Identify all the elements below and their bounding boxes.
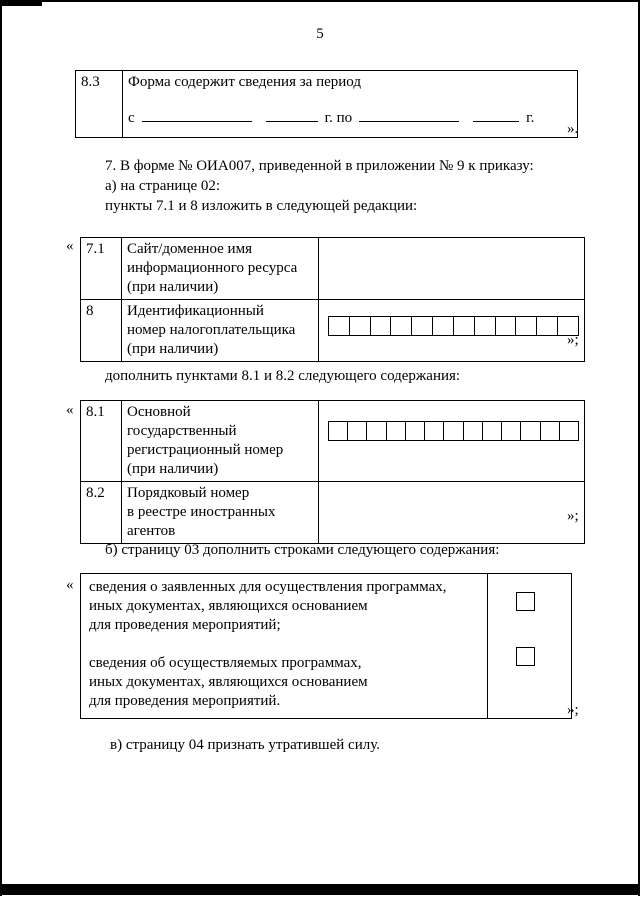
empty-value-cell: [319, 238, 585, 300]
digit-boxes: [328, 421, 579, 441]
cell-line: (при наличии): [127, 279, 219, 295]
cell-line: сведения о заявленных для осуществления программах,: [89, 579, 447, 595]
opening-quote: «: [66, 577, 74, 593]
blank-line: [473, 108, 519, 122]
cell-line: иных документах, являющихся основанием: [89, 598, 368, 614]
row-number: 8.1: [81, 401, 122, 482]
empty-value-cell: [319, 482, 585, 544]
item-a: а) на странице 02:: [105, 178, 221, 194]
table-8-3-title: Форма содержит сведения за период: [128, 74, 361, 90]
row-number: 8.2: [81, 482, 122, 544]
cell-line: государственный: [127, 423, 237, 439]
table-row: [81, 574, 572, 719]
opening-quote: «: [66, 402, 74, 418]
closing-quote: »;: [567, 332, 579, 348]
checkbox-cell: [488, 574, 572, 719]
row-number: 8.3: [76, 71, 123, 138]
cell-line: Основной: [127, 404, 191, 420]
digit-boxes: [328, 316, 579, 336]
blank-line: [359, 108, 459, 122]
table-row: [81, 401, 585, 482]
table-row: [81, 238, 585, 300]
period-prefix: с: [128, 110, 135, 126]
item-a-detail: пункты 7.1 и 8 изложить в следующей редакции:: [105, 198, 418, 214]
item-b: б) страницу 03 дополнить строками следующего содержания:: [105, 542, 500, 558]
table-7-8: [80, 237, 585, 362]
scan-corner-mark: [0, 0, 42, 6]
checkbox: [516, 592, 535, 611]
period-mid: г. по: [324, 110, 353, 126]
cell-line: Идентификационный: [127, 303, 264, 319]
period-fill-line: [128, 108, 572, 128]
row-number: 8: [81, 300, 122, 362]
blank-line: [89, 635, 479, 654]
cell-line: регистрационный номер: [127, 442, 284, 458]
closing-quote: »;: [567, 508, 579, 524]
blank-line: [266, 108, 318, 122]
paragraph-7-intro: 7. В форме № ОИА007, приведенной в приложении № 9 к приказу:: [105, 158, 534, 174]
table-row: [81, 482, 585, 544]
scan-edge-top: [0, 0, 640, 2]
closing-quote: ».: [567, 121, 579, 137]
cell-line: для проведения мероприятий;: [89, 617, 281, 633]
value-cell: [319, 401, 585, 482]
cell-line: информационного ресурса: [127, 260, 298, 276]
scan-edge-left: [0, 0, 2, 896]
table-81-82: [80, 400, 585, 544]
table-page-03: [80, 573, 572, 719]
checkbox: [516, 647, 535, 666]
amendment-8-1-8-2: дополнить пунктами 8.1 и 8.2 следующего содержания:: [105, 368, 461, 384]
row-number: 7.1: [81, 238, 122, 300]
blank-line: [142, 108, 252, 122]
table-8-3: [75, 70, 578, 138]
cell-line: сведения об осуществляемых программах,: [89, 655, 362, 671]
opening-quote: «: [66, 238, 74, 254]
cell-line: в реестре иностранных: [127, 504, 276, 520]
cell-line: иных документах, являющихся основанием: [89, 674, 368, 690]
item-v: в) страницу 04 признать утратившей силу.: [110, 737, 380, 753]
cell-line: (при наличии): [127, 341, 219, 357]
scan-edge-bottom: [0, 884, 640, 895]
table-row: [76, 71, 578, 138]
page-number: 5: [316, 26, 324, 42]
cell-line: номер налогоплательщика: [127, 322, 296, 338]
cell-line: (при наличии): [127, 461, 219, 477]
cell-line: Порядковый номер: [127, 485, 250, 501]
cell-line: агентов: [127, 523, 176, 539]
cell-line: для проведения мероприятий.: [89, 693, 281, 709]
cell-line: Сайт/доменное имя: [127, 241, 252, 257]
period-suffix: г.: [526, 110, 535, 126]
value-cell: [319, 300, 585, 362]
table-row: [81, 300, 585, 362]
closing-quote: »;: [567, 702, 579, 718]
